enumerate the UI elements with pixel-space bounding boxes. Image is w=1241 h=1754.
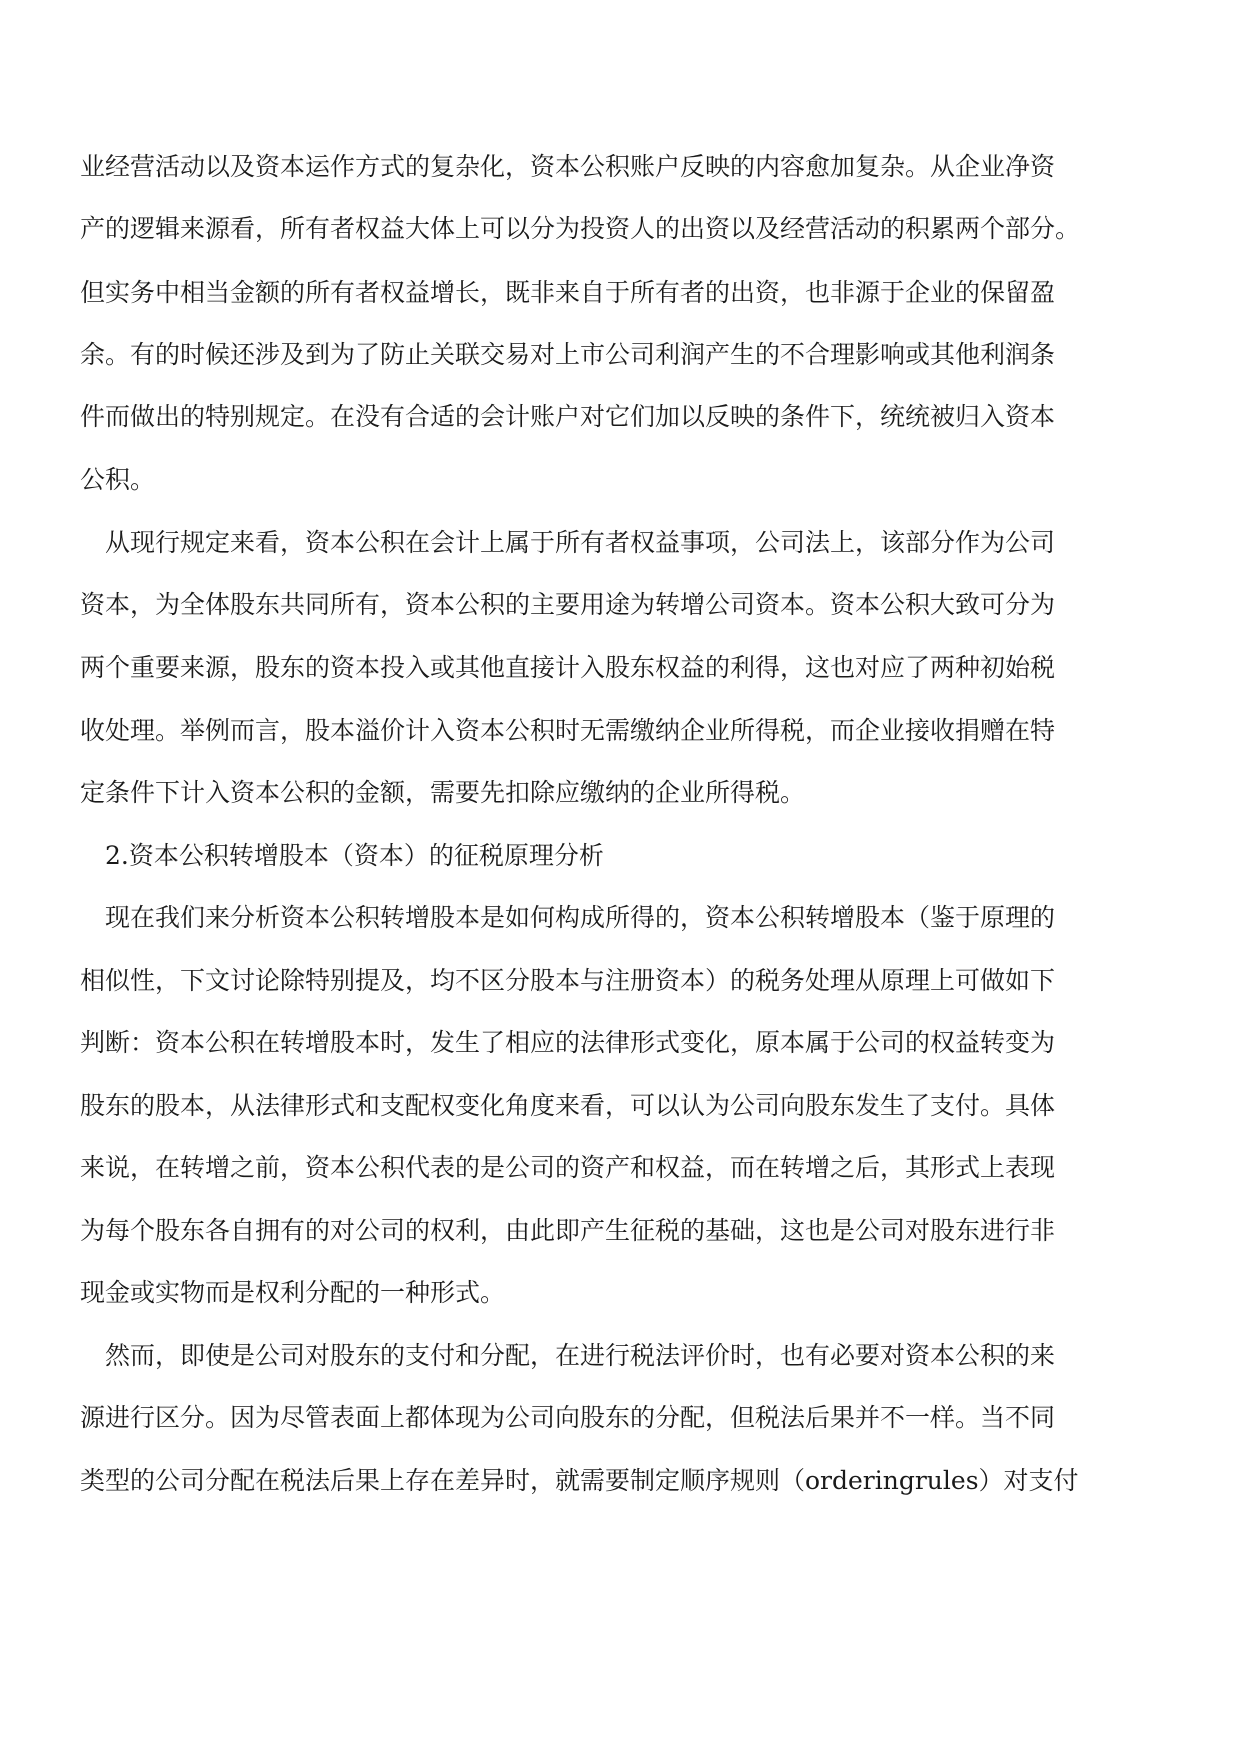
- text-line: 产的逻辑来源看，所有者权益大体上可以分为投资人的出资以及经营活动的积累两个部分。: [80, 214, 1081, 243]
- text-line: 定条件下计入资本公积的金额，需要先扣除应缴纳的企业所得税。: [80, 778, 806, 807]
- text-line: 股东的股本，从法律形式和支配权变化角度来看，可以认为公司向股东发生了支付。具体: [80, 1091, 1056, 1120]
- text-line: 来说，在转增之前，资本公积代表的是公司的资产和权益，而在转增之后，其形式上表现: [80, 1153, 1056, 1182]
- text-line: 两个重要来源，股东的资本投入或其他直接计入股东权益的利得，这也对应了两种初始税: [80, 653, 1056, 682]
- text-line: 为每个股东各自拥有的对公司的权利，由此即产生征税的基础，这也是公司对股东进行非: [80, 1216, 1056, 1245]
- text-line: 然而，即使是公司对股东的支付和分配，在进行税法评价时，也有必要对资本公积的来: [105, 1341, 1056, 1370]
- text-line: 相似性，下文讨论除特别提及，均不区分股本与注册资本）的税务处理从原理上可做如下: [80, 966, 1056, 995]
- text-line: 业经营活动以及资本运作方式的复杂化，资本公积账户反映的内容愈加复杂。从企业净资: [80, 152, 1056, 181]
- text-line: 件而做出的特别规定。在没有合适的会计账户对它们加以反映的条件下，统统被归入资本: [80, 402, 1056, 431]
- text-line: 公积。: [80, 465, 156, 494]
- text-line: 类型的公司分配在税法后果上存在差异时，就需要制定顺序规则（orderingrules）对支付: [80, 1466, 1079, 1495]
- text-line: 余。有的时候还涉及到为了防止关联交易对上市公司利润产生的不合理影响或其他利润条: [80, 340, 1056, 369]
- text-line: 资本，为全体股东共同所有，资本公积的主要用途为转增公司资本。资本公积大致可分为: [80, 590, 1056, 619]
- text-line: 收处理。举例而言，股本溢价计入资本公积时无需缴纳企业所得税，而企业接收捐赠在特: [80, 716, 1056, 745]
- text-line: 但实务中相当金额的所有者权益增长，既非来自于所有者的出资，也非源于企业的保留盈: [80, 278, 1056, 307]
- text-line: 判断：资本公积在转增股本时，发生了相应的法律形式变化，原本属于公司的权益转变为: [80, 1028, 1056, 1057]
- text-line: 从现行规定来看，资本公积在会计上属于所有者权益事项，公司法上，该部分作为公司: [105, 528, 1056, 557]
- section-heading: 2.资本公积转增股本（资本）的征税原理分析: [105, 841, 604, 870]
- text-line: 源进行区分。因为尽管表面上都体现为公司向股东的分配，但税法后果并不一样。当不同: [80, 1403, 1056, 1432]
- text-line: 现在我们来分析资本公积转增股本是如何构成所得的，资本公积转增股本（鉴于原理的: [105, 903, 1056, 932]
- text-line: 现金或实物而是权利分配的一种形式。: [80, 1278, 506, 1307]
